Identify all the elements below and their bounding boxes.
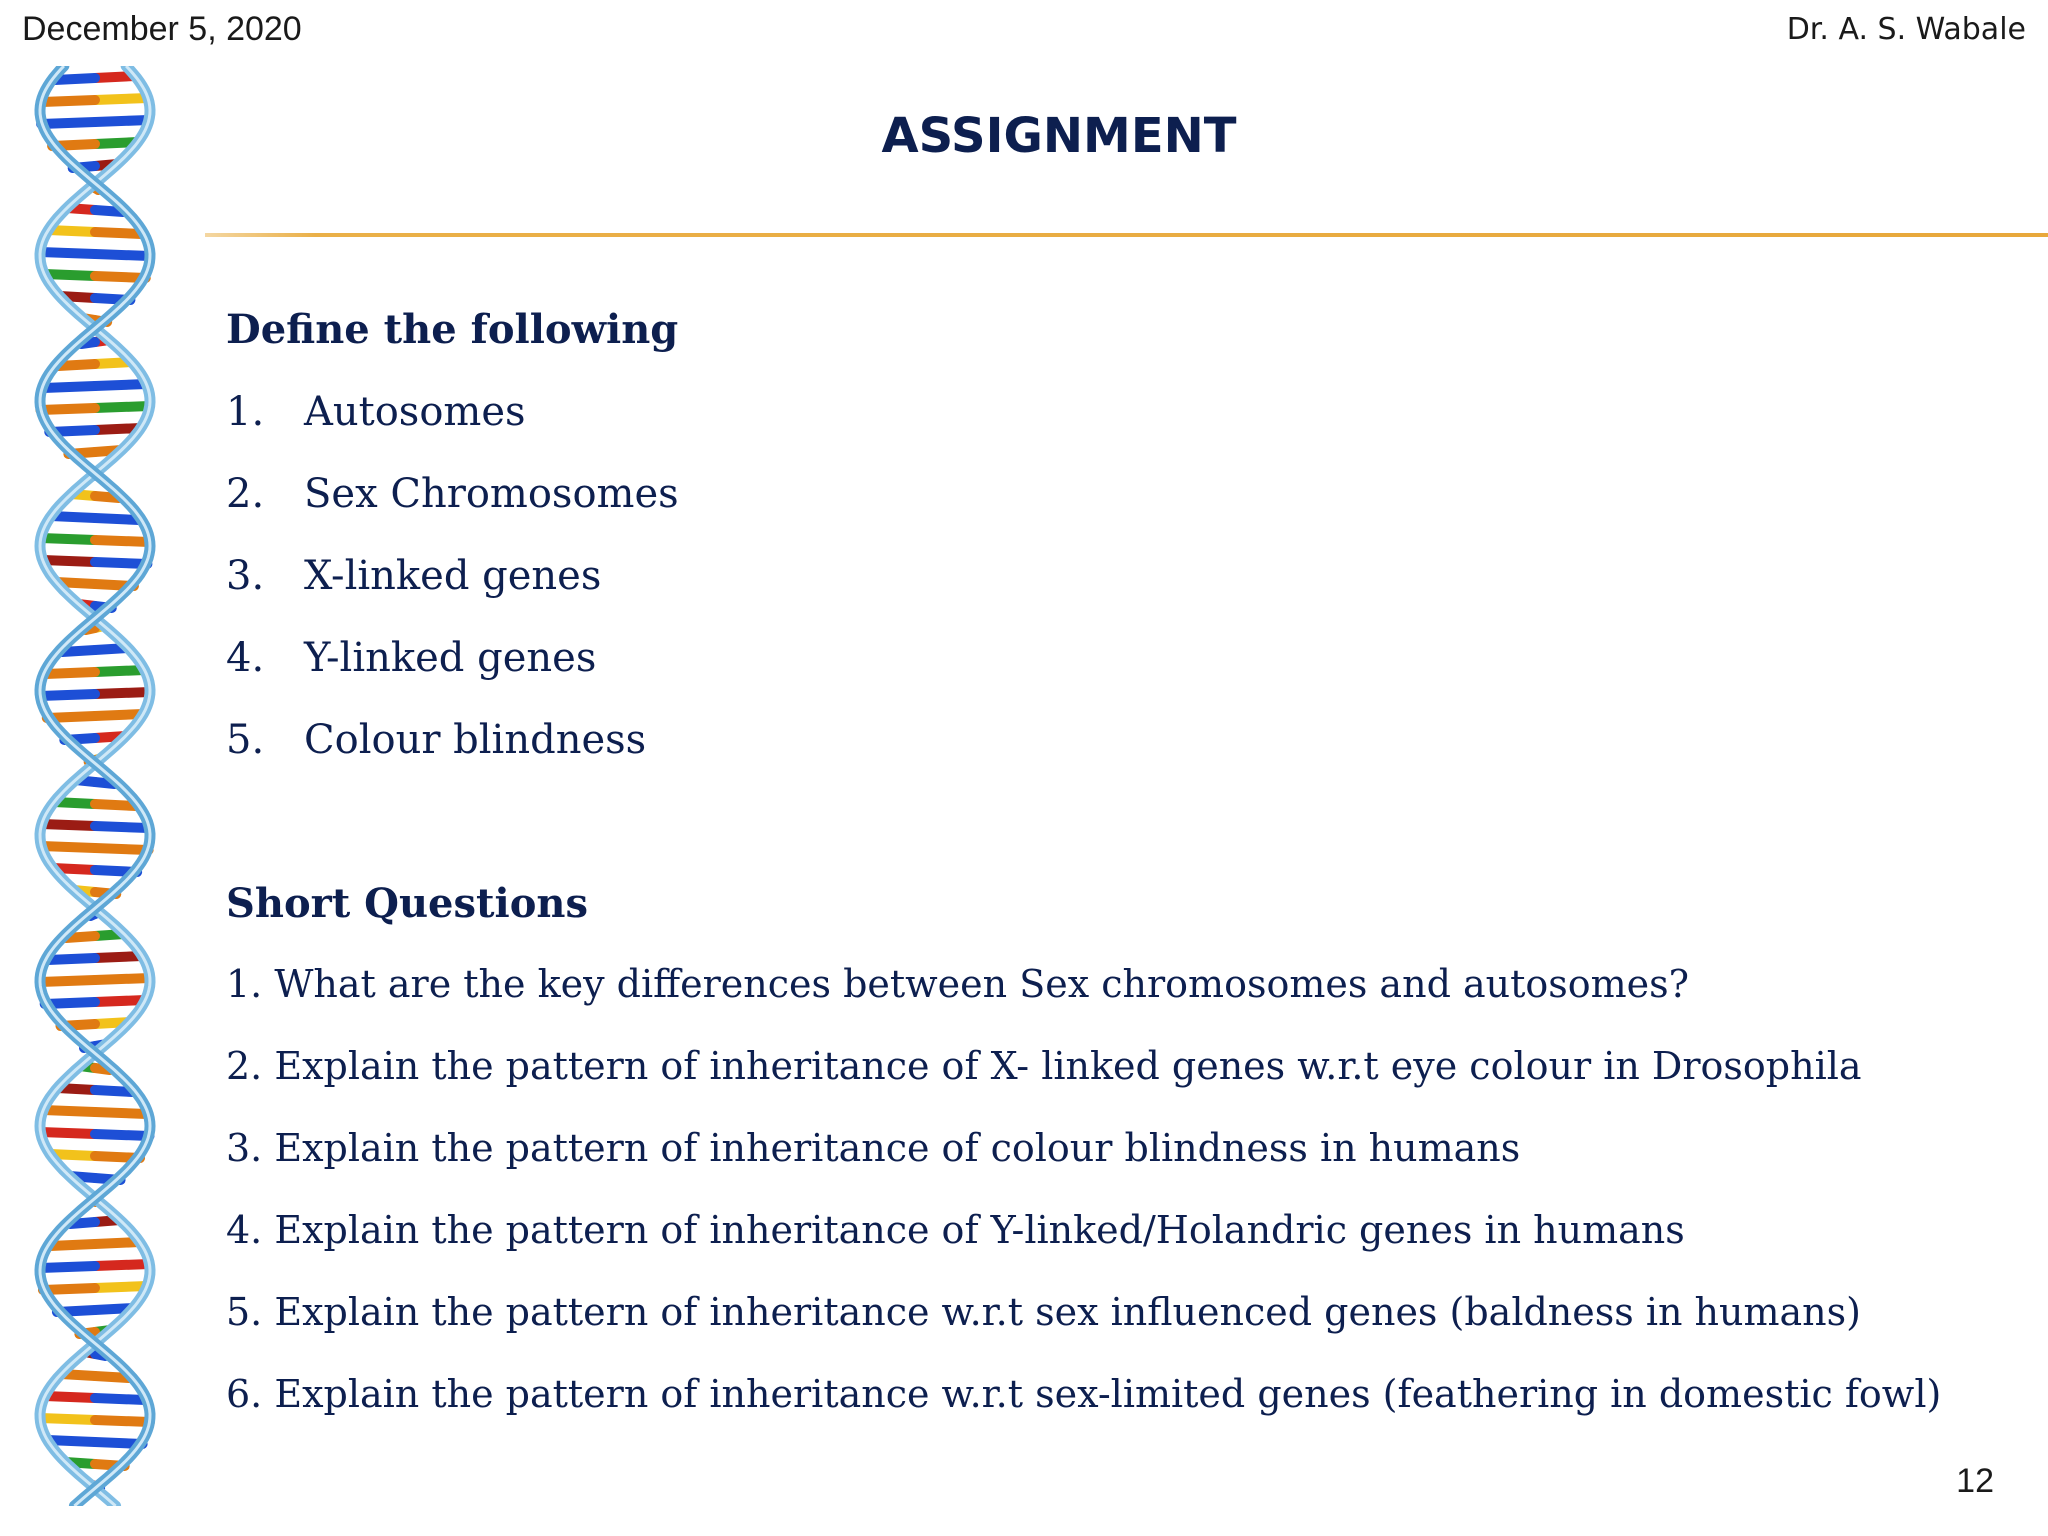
question-item: 1. What are the key differences between Sex chromosomes and autosomes? — [226, 962, 1690, 1006]
title-divider — [205, 233, 2048, 237]
definition-item — [226, 717, 646, 763]
definition-item — [226, 389, 526, 435]
page-number: 12 — [1956, 1462, 1994, 1500]
definitions-heading: Define the following — [226, 306, 679, 353]
definition-number: 3. — [226, 553, 265, 599]
definition-text: X-linked genes — [304, 553, 602, 599]
definition-text: Autosomes — [304, 389, 526, 435]
header-date: December 5, 2020 — [22, 10, 302, 48]
definition-item — [226, 471, 679, 517]
question-item: 4. Explain the pattern of inheritance of Y-linked/Holandric genes in humans — [226, 1208, 1685, 1252]
question-item: 2. Explain the pattern of inheritance of X- linked genes w.r.t eye colour in Drosophila — [226, 1044, 1862, 1088]
question-item: 6. Explain the pattern of inheritance w.r.t sex-limited genes (feathering in domestic fowl) — [226, 1372, 1942, 1416]
definition-number: 1. — [226, 389, 265, 435]
question-item: 3. Explain the pattern of inheritance of colour blindness in humans — [226, 1126, 1521, 1170]
definition-item — [226, 635, 596, 681]
definition-number: 5. — [226, 717, 265, 763]
definition-text: Colour blindness — [304, 717, 647, 763]
header-author: Dr. A. S. Wabale — [1786, 12, 2026, 47]
page-title: ASSIGNMENT — [881, 108, 1237, 164]
definition-number: 2. — [226, 471, 265, 517]
dna-helix-icon — [30, 66, 180, 1506]
definition-text: Sex Chromosomes — [304, 471, 679, 517]
definition-text: Y-linked genes — [304, 635, 597, 681]
question-item: 5. Explain the pattern of inheritance w.r.t sex influenced genes (baldness in humans) — [226, 1290, 1861, 1334]
definition-number: 4. — [226, 635, 265, 681]
definition-item — [226, 553, 601, 599]
short-questions-heading: Short Questions — [226, 880, 588, 927]
